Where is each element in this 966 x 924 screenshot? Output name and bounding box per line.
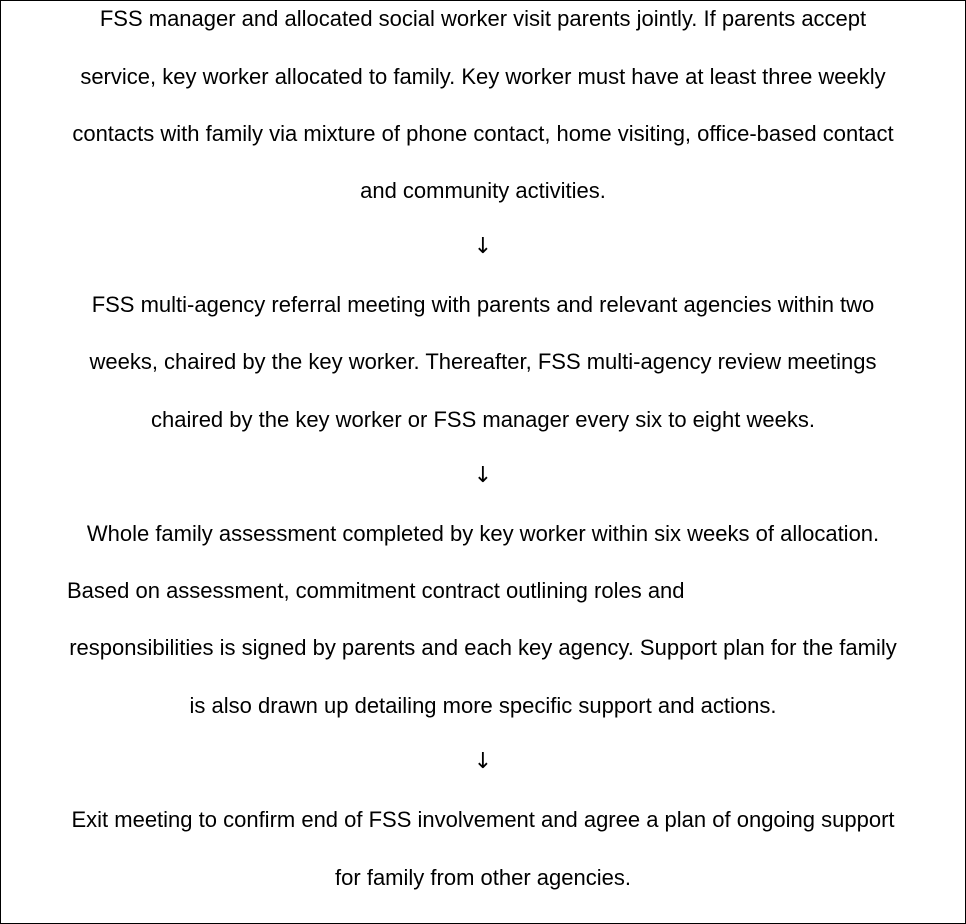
step-4-line-2: for family from other agencies. xyxy=(335,865,631,890)
step-3-line-3: responsibilities is signed by parents and each key agency. Support plan for the family xyxy=(69,635,897,660)
step-1-line-2: service, key worker allocated to family. Key worker must have at least three weekly xyxy=(80,64,886,89)
down-arrow-icon: ↓ xyxy=(473,234,493,259)
step-3-line-1: Whole family assessment completed by key worker within six weeks of allocation. xyxy=(86,521,880,546)
step-4-line-1: Exit meeting to confirm end of FSS involvement and agree a plan of ongoing support xyxy=(71,807,895,832)
step-3-line-2: Based on assessment, commitment contract outlining roles and xyxy=(67,578,685,603)
step-3-line-4: is also drawn up detailing more specific support and actions. xyxy=(189,693,777,718)
step-2-line-1: FSS multi-agency referral meeting with parents and relevant agencies within two xyxy=(91,292,875,317)
step-1-line-1: FSS manager and allocated social worker visit parents jointly. If parents accept xyxy=(99,6,867,31)
step-2-line-3: chaired by the key worker or FSS manager every six to eight weeks. xyxy=(151,407,815,432)
step-1-line-4: and community activities. xyxy=(360,178,606,203)
down-arrow-icon: ↓ xyxy=(473,749,493,774)
step-2-line-2: weeks, chaired by the key worker. Thereafter, FSS multi-agency review meetings xyxy=(89,349,877,374)
down-arrow-icon: ↓ xyxy=(473,463,493,488)
step-1-line-3: contacts with family via mixture of phone contact, home visiting, office-based contact xyxy=(72,121,894,146)
